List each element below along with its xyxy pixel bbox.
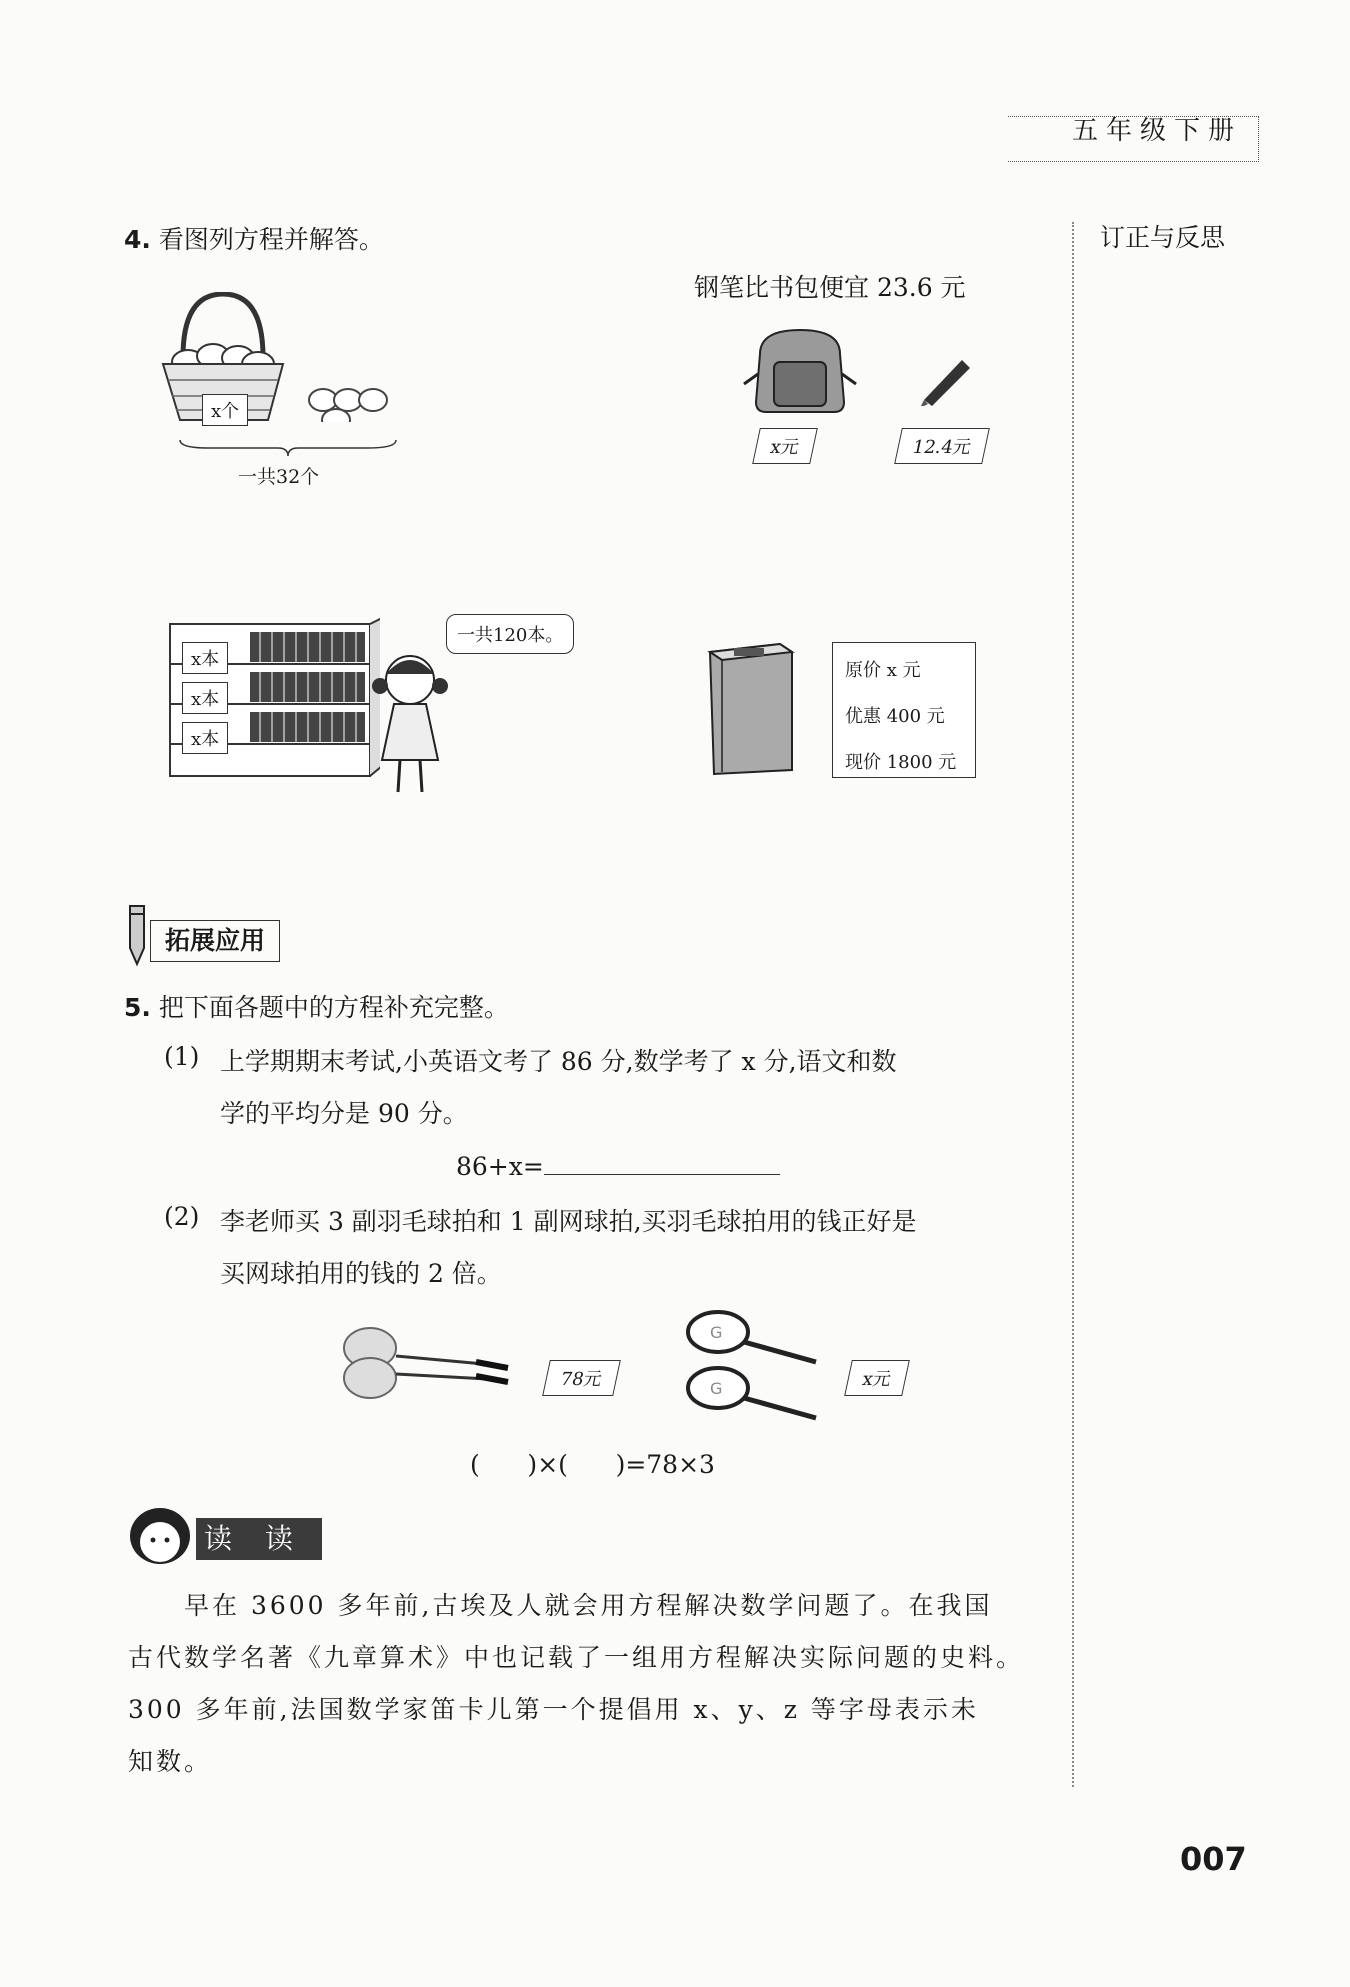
reading-line-1: 早在 3600 多年前,古埃及人就会用方程解决数学问题了。在我国 (184, 1591, 993, 1620)
equation-text: 86+x= (456, 1152, 544, 1181)
egg-total-label: 一共32个 (238, 466, 320, 488)
pen-icon (918, 350, 974, 406)
reading-line-4: 知数。 (128, 1747, 213, 1776)
girl-illustration (360, 640, 460, 800)
girl-face-icon (124, 1504, 196, 1568)
q5-part1-line1: 上学期期末考试,小英语文考了 86 分,数学考了 x 分,语文和数 (220, 1047, 897, 1076)
reading-title: 读 读 (196, 1518, 322, 1560)
speech-bubble: 一共120本。 (446, 614, 574, 654)
svg-text:G: G (710, 1379, 723, 1398)
answer-blank[interactable] (544, 1148, 780, 1175)
page-number: 007 (1180, 1840, 1247, 1878)
question-4 (124, 220, 384, 256)
pen-price-tag: 12.4元 (894, 428, 990, 464)
backpack-icon (740, 324, 860, 414)
pencil-icon (124, 898, 150, 968)
egg-basket-illustration (158, 292, 408, 422)
reading-line-3: 300 多年前,法国数学家笛卡儿第一个提倡用 x、y、z 等字母表示未 (128, 1695, 979, 1724)
washer-price-box (832, 642, 976, 778)
tennis-racket-icon (684, 1306, 824, 1428)
q5-part1-equation (456, 1148, 780, 1181)
current-price: 现价 1800 元 (845, 752, 957, 773)
q5-part2-label: (2) (164, 1202, 200, 1231)
question-number: 5. (124, 993, 151, 1022)
q5-part2-equation[interactable]: ( )×( )=78×3 (470, 1450, 715, 1479)
question-prompt: 把下面各题中的方程补充完整。 (158, 993, 509, 1022)
grade-label: 五年级下册 (1072, 116, 1243, 146)
question-number: 4. (124, 225, 151, 254)
shelf-label-middle: x本 (182, 682, 228, 714)
section-extended-application: 拓展应用 (150, 920, 280, 962)
margin-divider (1072, 222, 1074, 1787)
shelf-label-bottom: x本 (182, 722, 228, 754)
reading-line-2: 古代数学名著《九章算术》中也记载了一组用方程解决实际问题的史料。 (128, 1643, 1025, 1672)
bag-price-tag: x元 (752, 428, 818, 464)
badminton-racket-icon (336, 1322, 516, 1404)
question-prompt: 看图列方程并解答。 (158, 225, 384, 254)
q5-part1-label: (1) (164, 1042, 200, 1071)
brace-icon (178, 438, 398, 458)
q5-part2-line1: 李老师买 3 副羽毛球拍和 1 副网球拍,买羽毛球拍用的钱正好是 (220, 1207, 917, 1236)
tennis-price-tag: x元 (844, 1360, 910, 1396)
pen-bag-caption: 钢笔比书包便宜 23.6 元 (694, 273, 966, 302)
badminton-price-tag: 78元 (542, 1360, 621, 1396)
original-price: 原价 x 元 (845, 660, 921, 681)
q5-part1-line2: 学的平均分是 90 分。 (220, 1099, 468, 1128)
svg-text:G: G (710, 1323, 723, 1342)
basket-tag: x个 (202, 394, 248, 426)
washing-machine-icon (700, 638, 800, 778)
q5-part2-line2: 买网球拍用的钱的 2 倍。 (220, 1259, 502, 1288)
question-5 (124, 988, 509, 1024)
correction-reflection-title: 订正与反思 (1100, 223, 1226, 252)
discount: 优惠 400 元 (845, 706, 945, 727)
shelf-label-top: x本 (182, 642, 228, 674)
